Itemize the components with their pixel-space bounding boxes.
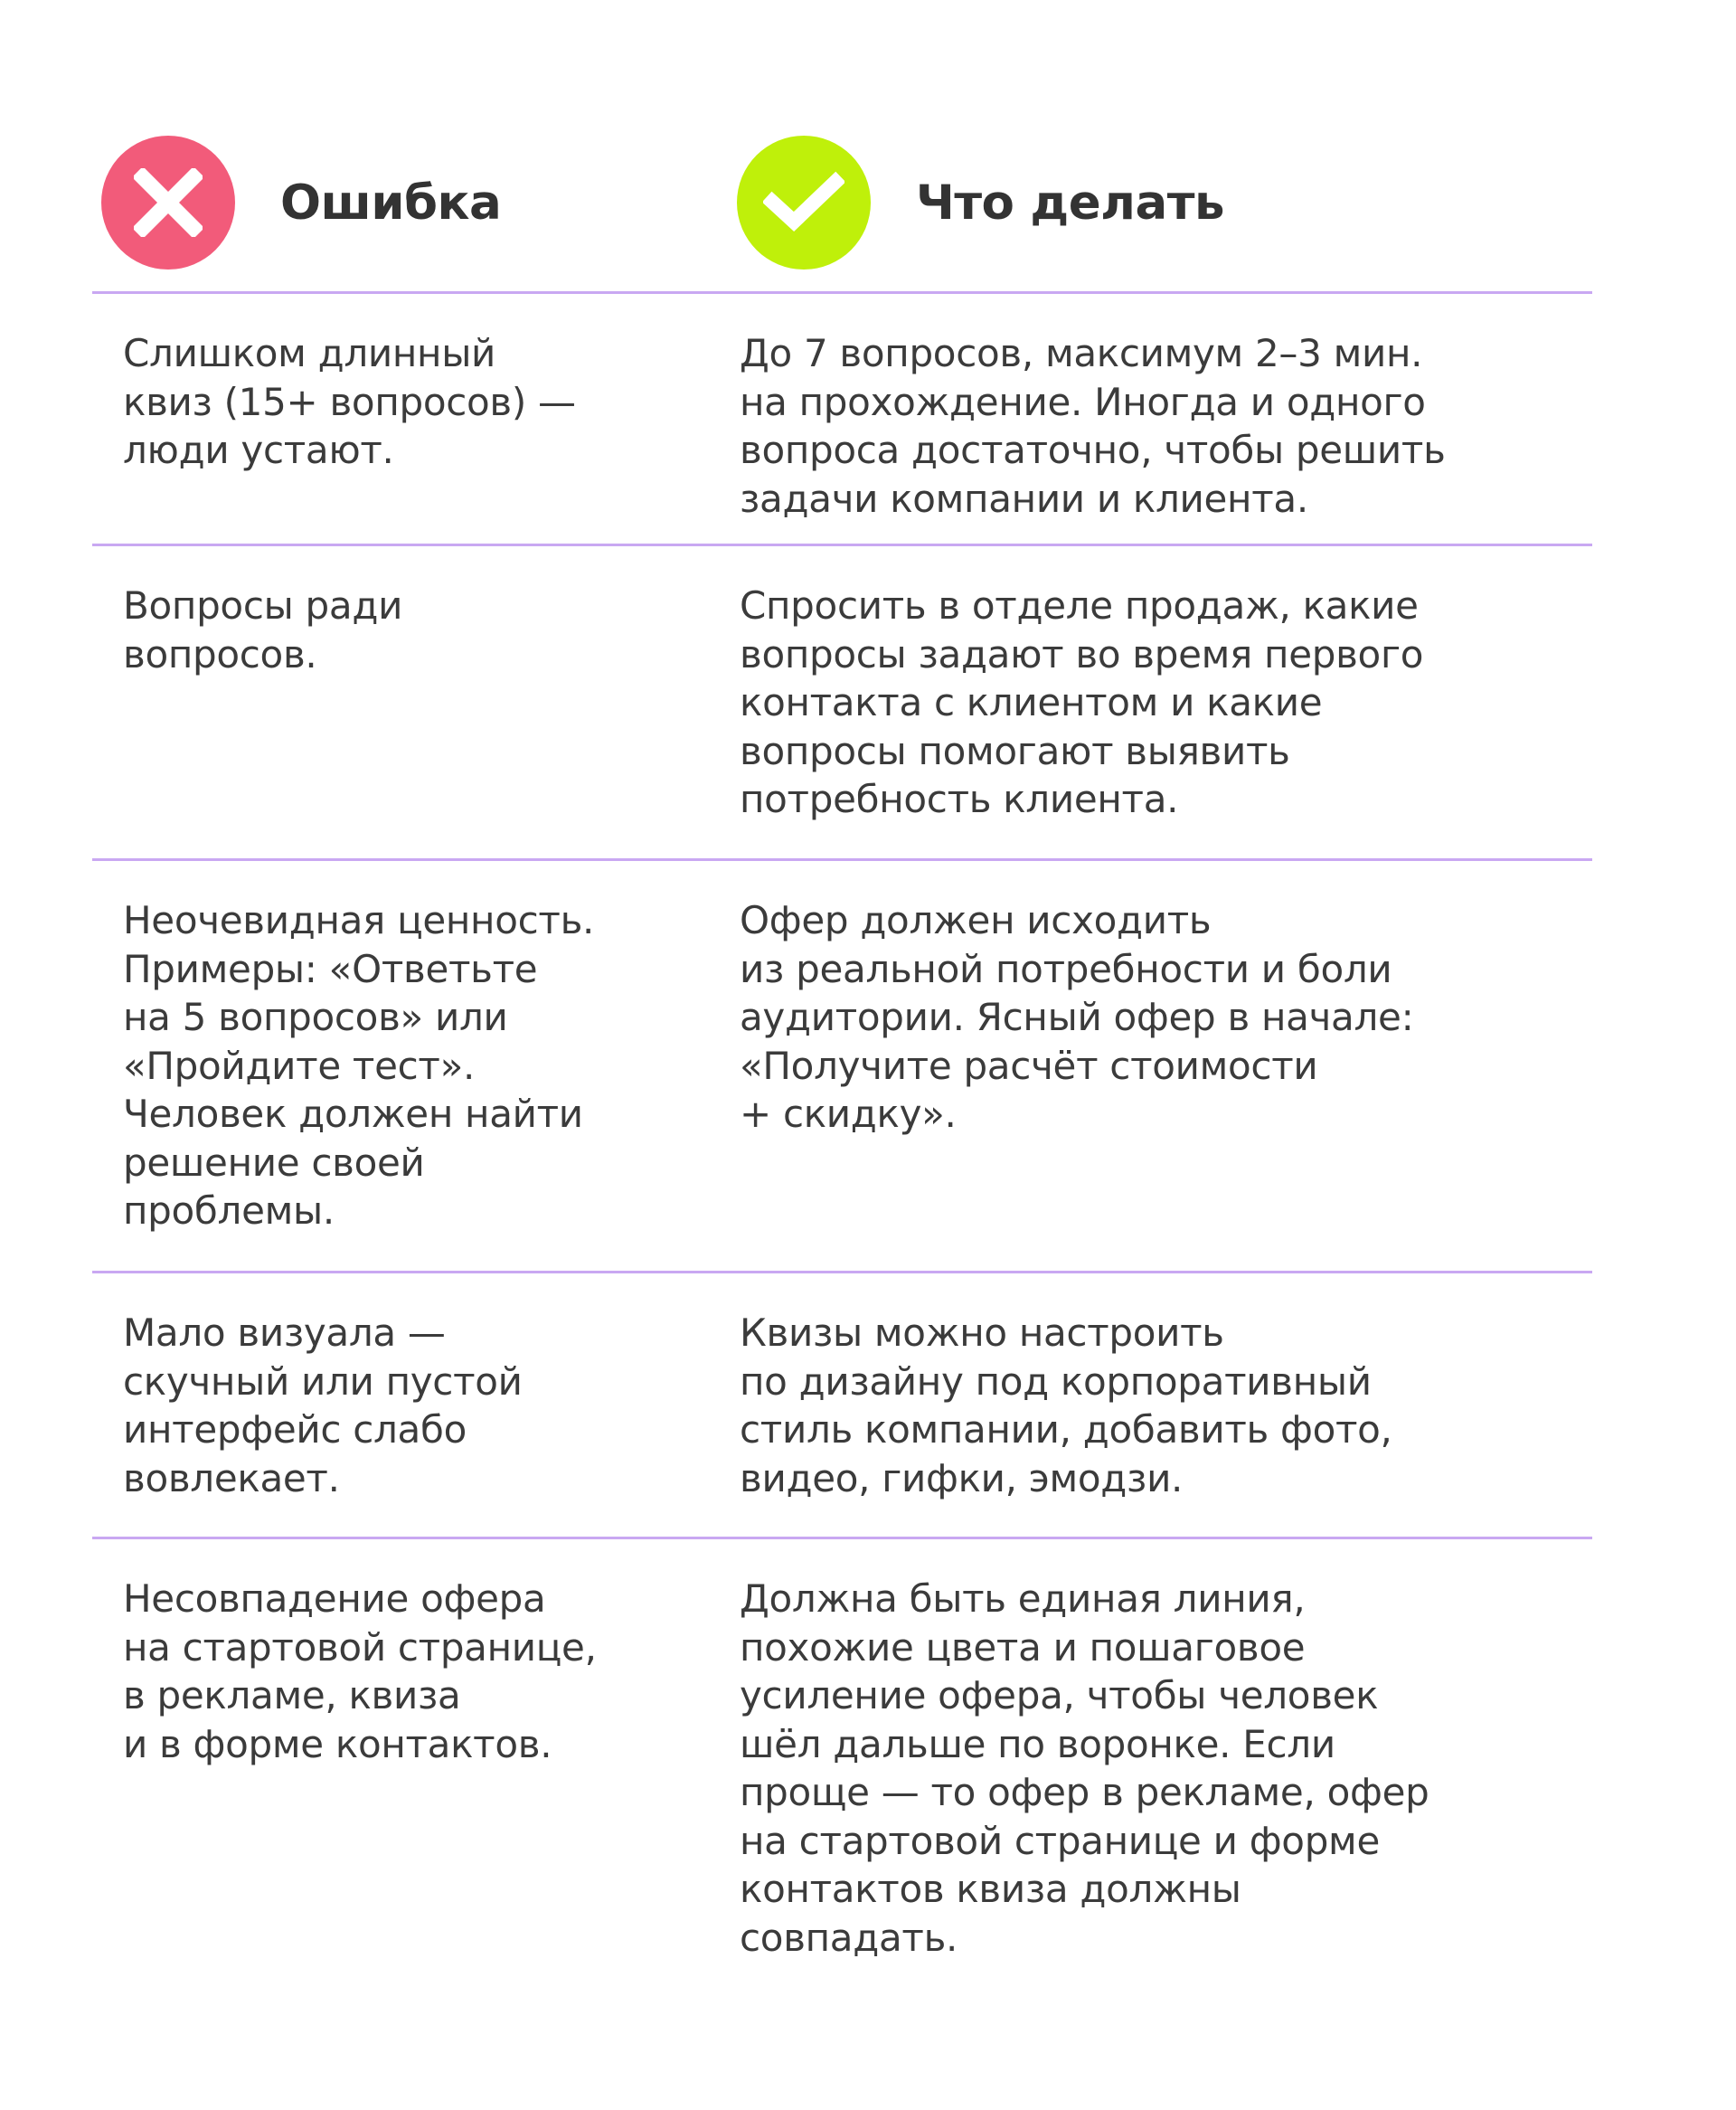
fix-text: Спросить в отделе продаж, какие вопросы задают во время первого контакта с клиентом и какие вопросы помогают выявить потребность клиента. <box>740 583 1424 821</box>
table-header <box>0 0 1736 291</box>
ok-badge <box>737 136 871 270</box>
table-row <box>92 1537 1592 1989</box>
error-text: Мало визуала — скучный или пустой интерфейс слабо вовлекает. <box>123 1310 523 1500</box>
error-text: Неочевидная ценность. Примеры: «Ответьте на 5 вопросов» или «Пройдите тест». Человек должен найти решение своей проблемы. <box>123 898 595 1233</box>
cross-icon <box>134 168 203 237</box>
error-text: Несовпадение офера на стартовой странице, в рекламе, квиза и в форме контактов. <box>123 1576 597 1766</box>
checkmark-icon <box>763 171 844 234</box>
table-row <box>92 291 1592 544</box>
fix-text: Офер должен исходить из реальной потребности и боли аудитории. Ясный офер в начале: «Получите расчёт стоимости + скидку». <box>740 898 1414 1136</box>
error-text: Слишком длинный квиз (15+ вопросов) — люди устают. <box>123 331 576 472</box>
fix-text: Должна быть единая линия, похожие цвета и пошаговое усиление офера, чтобы человек шёл дальше по воронке. Если проще — то офер в рекламе, офер на стартовой странице и форме контактов квиза должны совпадать. <box>740 1576 1429 1960</box>
comparison-table <box>92 291 1592 1989</box>
table-row <box>92 1271 1592 1537</box>
error-text: Вопросы ради вопросов. <box>123 583 403 677</box>
fix-text: Квизы можно настроить по дизайну под корпоративный стиль компании, добавить фото, видео, гифки, эмодзи. <box>740 1310 1392 1500</box>
fix-text: До 7 вопросов, максимум 2–3 мин. на прохождение. Иногда и одного вопроса достаточно, чтобы решить задачи компании и клиента. <box>740 331 1446 521</box>
error-column-header <box>101 136 501 270</box>
fix-column-header <box>737 136 1224 270</box>
error-badge <box>101 136 235 270</box>
table-row <box>92 858 1592 1271</box>
fix-column-title: Что делать <box>916 175 1224 231</box>
table-row <box>92 544 1592 858</box>
error-column-title: Ошибка <box>280 175 502 231</box>
